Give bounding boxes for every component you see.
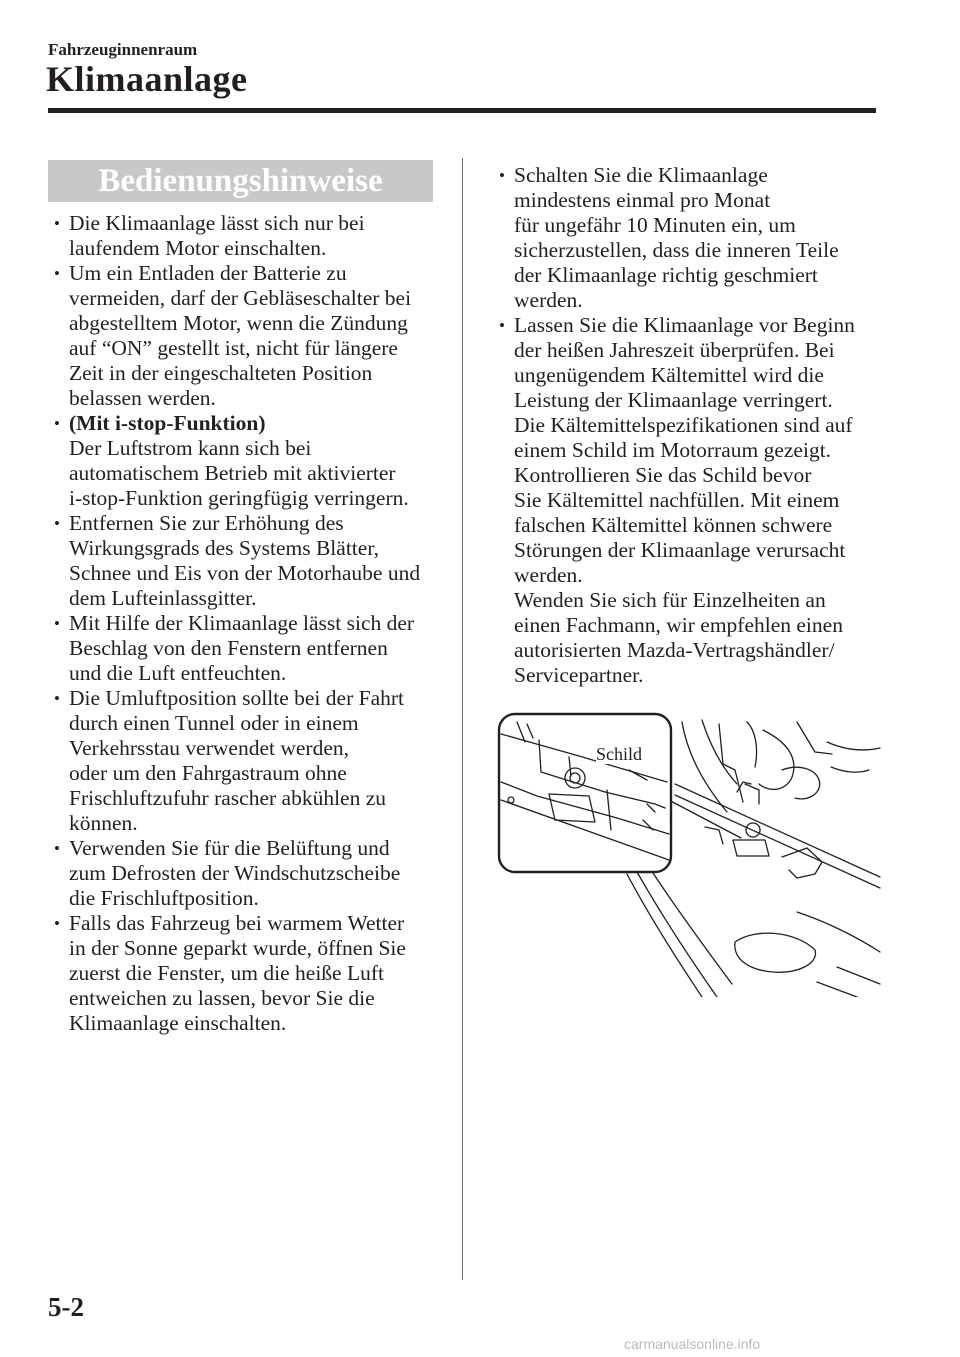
bullet-text-line: Um ein Entladen der Batterie zu (69, 261, 347, 285)
bullet-text-line: oder um den Fahrgastraum ohne (69, 761, 347, 785)
bullet-text-line: sicherzustellen, dass die inneren Teile (514, 238, 839, 262)
bullet-item (497, 163, 877, 313)
bullet-text-line: werden. (514, 288, 583, 312)
chapter-title: Fahrzeuginnenraum (48, 40, 198, 59)
bullet-text-line: Leistung der Klimaanlage verringert. (514, 388, 833, 412)
bullet-text-line: Die Umluftposition sollte bei der Fahrt (69, 686, 404, 710)
bullet-item (52, 686, 444, 836)
bullet-text-line: Störungen der Klimaanlage verursacht (514, 538, 846, 562)
page-title: Klimaanlage (46, 59, 248, 99)
bullet-mark: • (54, 914, 60, 933)
bullet-text-line: entweichen zu lassen, bevor Sie die (69, 986, 375, 1010)
title-rule (48, 108, 876, 113)
bullet-item (52, 611, 444, 686)
bullet-text-line: vermeiden, darf der Gebläseschalter bei (69, 286, 412, 310)
bullet-item (52, 911, 444, 1036)
bullet-text-line: Die Kältemittelspezifikationen sind auf (514, 413, 853, 437)
bullet-item (52, 411, 444, 511)
bullet-text-line: werden. (514, 563, 583, 587)
bullet-text-line: Kontrollieren Sie das Schild bevor (514, 463, 812, 487)
bullet-text-line: falschen Kältemittel können schwere (514, 513, 833, 537)
bullet-text-line: auf “ON” gestellt ist, nicht für längere (69, 336, 398, 360)
bullet-text-line: Wirkungsgrads des Systems Blätter, (69, 536, 379, 560)
bullet-text-line: und die Luft entfeuchten. (69, 661, 287, 685)
bullet-text-line: Verkehrsstau verwendet werden, (69, 736, 349, 760)
bullet-mark: • (54, 614, 60, 633)
bullet-text-line: Servicepartner. (514, 663, 644, 687)
bullet-text-line: Frischluftzufuhr rascher abkühlen zu (69, 786, 387, 810)
bullet-mark: • (54, 414, 60, 433)
bullet-text-line: abgestelltem Motor, wenn die Zündung (69, 311, 408, 335)
column-divider (462, 158, 463, 1280)
bullet-text-line: durch einen Tunnel oder in einem (69, 711, 359, 735)
section-heading: Bedienungshinweise (48, 160, 433, 202)
bullet-text-line: zuerst die Fenster, um die heiße Luft (69, 961, 384, 985)
bullet-text-line: einen Fachmann, wir empfehlen einen (514, 613, 843, 637)
bullet-text-line: Falls das Fahrzeug bei warmem Wetter (69, 911, 405, 935)
bullet-text-line: automatischem Betrieb mit aktivierter (69, 461, 396, 485)
bullet-text-line: Mit Hilfe der Klimaanlage lässt sich der (69, 611, 415, 635)
right-column-bullets (497, 163, 877, 688)
bullet-heading: (Mit i-stop-Funktion) (69, 411, 266, 435)
bullet-mark: • (54, 214, 60, 233)
bullet-item (52, 511, 444, 611)
bullet-text-line: Verwenden Sie für die Belüftung und (69, 836, 390, 860)
bullet-mark: • (54, 689, 60, 708)
watermark: carmanualsonline.info (624, 1336, 761, 1352)
bullet-text-line: ungenügendem Kältemittel wird die (514, 363, 824, 387)
engine-compartment-illustration (497, 712, 882, 997)
bullet-text-line: der Klimaanlage richtig geschmiert (514, 263, 818, 287)
bullet-text-line: Die Klimaanlage lässt sich nur bei (69, 211, 365, 235)
bullet-text-line: autorisierten Mazda-Vertragshändler/ (514, 638, 835, 662)
bullet-text-line: zum Defrosten der Windschutzscheibe (69, 861, 401, 885)
engine-compartment-figure (497, 712, 882, 997)
bullet-text-line: der heißen Jahreszeit überprüfen. Bei (514, 338, 835, 362)
bullet-mark: • (499, 166, 505, 185)
left-column-bullets (52, 211, 444, 1036)
bullet-item (52, 211, 444, 261)
bullet-text-line: können. (69, 811, 138, 835)
bullet-item (52, 261, 444, 411)
bullet-text-line: Sie Kältemittel nachfüllen. Mit einem (514, 488, 840, 512)
bullet-text-line: für ungefähr 10 Minuten ein, um (514, 213, 796, 237)
bullet-text-line: Beschlag von den Fenstern entfernen (69, 636, 388, 660)
bullet-text-line: Lassen Sie die Klimaanlage vor Beginn (514, 313, 855, 337)
bullet-text-line: Zeit in der eingeschalteten Position (69, 361, 373, 385)
bullet-text-line: belassen werden. (69, 386, 216, 410)
bullet-mark: • (499, 316, 505, 335)
bullet-text-line: dem Lufteinlassgitter. (69, 586, 257, 610)
bullet-text-line: Schnee und Eis von der Motorhaube und (69, 561, 421, 585)
bullet-mark: • (54, 264, 60, 283)
bullet-mark: • (54, 839, 60, 858)
bullet-item (52, 836, 444, 911)
bullet-text-line: Der Luftstrom kann sich bei (69, 436, 312, 460)
bullet-text-line: einem Schild im Motorraum gezeigt. (514, 438, 832, 462)
figure-callout-label: Schild (596, 744, 643, 764)
bullet-text-line: die Frischluftposition. (69, 886, 259, 910)
bullet-item (497, 313, 877, 688)
bullet-text-line: in der Sonne geparkt wurde, öffnen Sie (69, 936, 406, 960)
bullet-text-line: laufendem Motor einschalten. (69, 236, 327, 260)
page-number: 5-2 (48, 1292, 84, 1322)
bullet-text-line: Schalten Sie die Klimaanlage (514, 163, 768, 187)
bullet-mark: • (54, 514, 60, 533)
bullet-text-line: Klimaanlage einschalten. (69, 1011, 287, 1035)
bullet-text-line: Entfernen Sie zur Erhöhung des (69, 511, 344, 535)
bullet-text-line: mindestens einmal pro Monat (514, 188, 771, 212)
bullet-text-line: i-stop-Funktion geringfügig verringern. (69, 486, 409, 510)
bullet-text-line: Wenden Sie sich für Einzelheiten an (514, 588, 826, 612)
